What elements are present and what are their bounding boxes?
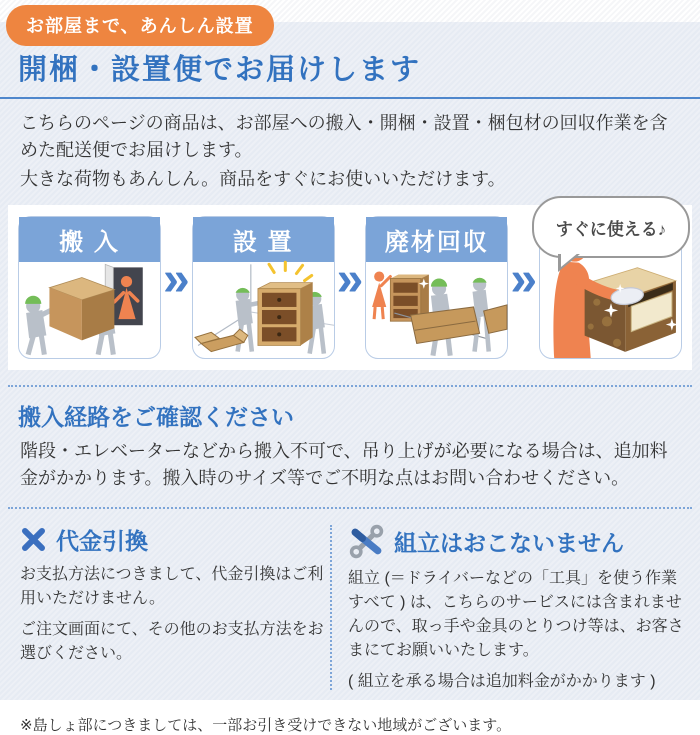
reassurance-badge: お部屋まで、あんしん設置 (6, 5, 274, 46)
speech-bubble-text: すぐに使える♪ (555, 219, 667, 239)
island-area-note: ※島しょ部につきましては、一部お引き受けできない地域がございます。 (20, 717, 512, 734)
speech-bubble (532, 196, 690, 258)
step-panel-install (192, 216, 335, 359)
double-chevron-right-icon: » (162, 252, 190, 306)
delivery-steps-strip (8, 205, 692, 370)
step-label-waste-pickup: 廃材回収 (366, 217, 507, 262)
route-section-body: 階段・エレベーターなどから搬入不可で、吊り上げが必要になる場合は、追加料金がかかります。搬入時のサイズ等でご不明な点はお問い合わせください。 (20, 441, 668, 488)
section-divider (8, 385, 692, 387)
step-label-carry-in: 搬 入 (19, 217, 160, 262)
step-label-install: 設 置 (193, 217, 334, 262)
section-divider (8, 507, 692, 509)
assembly-title: 組立はおこないません (394, 530, 624, 556)
assembly-note: ( 組立を承る場合は追加料金がかかります ) (348, 673, 656, 690)
assembly-body: 組立 (＝ドライバーなどの「工具」を使う作業すべて ) は、こちらのサービスには含まれませんので、取っ手や金具のとりつけ等は、お客さまにてお願いいたします。 (348, 570, 684, 659)
cod-column (0, 521, 330, 694)
carry-in-illustration (19, 262, 160, 358)
intro-line-2: 大きな荷物もあんしん。商品をすぐにお使いいただけます。 (20, 169, 506, 189)
waste-pickup-scene-icon (366, 262, 507, 358)
notice-columns (0, 521, 700, 694)
cod-title: 代金引換 (56, 528, 148, 554)
x-mark-icon (20, 526, 47, 553)
assembly-column (332, 521, 700, 694)
install-illustration (193, 262, 334, 358)
assembly-column-header (348, 523, 688, 560)
waste-pickup-illustration (366, 262, 507, 358)
crossed-tools-icon (348, 523, 385, 560)
double-chevron-right-icon: » (336, 252, 364, 306)
double-chevron-right-icon: » (510, 252, 538, 306)
route-section-title: 搬入経路をご確認ください (18, 404, 294, 430)
cod-body-1: お支払方法につきまして、代金引換はご利用いただけません。 (20, 566, 324, 607)
step-panel-carry-in (18, 216, 161, 359)
title-underline (0, 97, 700, 99)
cod-body-2: ご注文画面にて、その他のお支払方法をお選びください。 (20, 621, 324, 662)
step-panel-waste-pickup (365, 216, 508, 359)
content-area (0, 22, 700, 734)
install-scene-icon (193, 262, 334, 358)
carry-in-scene-icon (19, 262, 160, 358)
cod-column-header (20, 523, 324, 556)
page-title: 開梱・設置便でお届けします (18, 54, 422, 86)
intro-line-1: こちらのページの商品は、お部屋への搬入・開梱・設置・梱包材の回収作業を含めた配送便でお届けします。 (20, 113, 668, 160)
